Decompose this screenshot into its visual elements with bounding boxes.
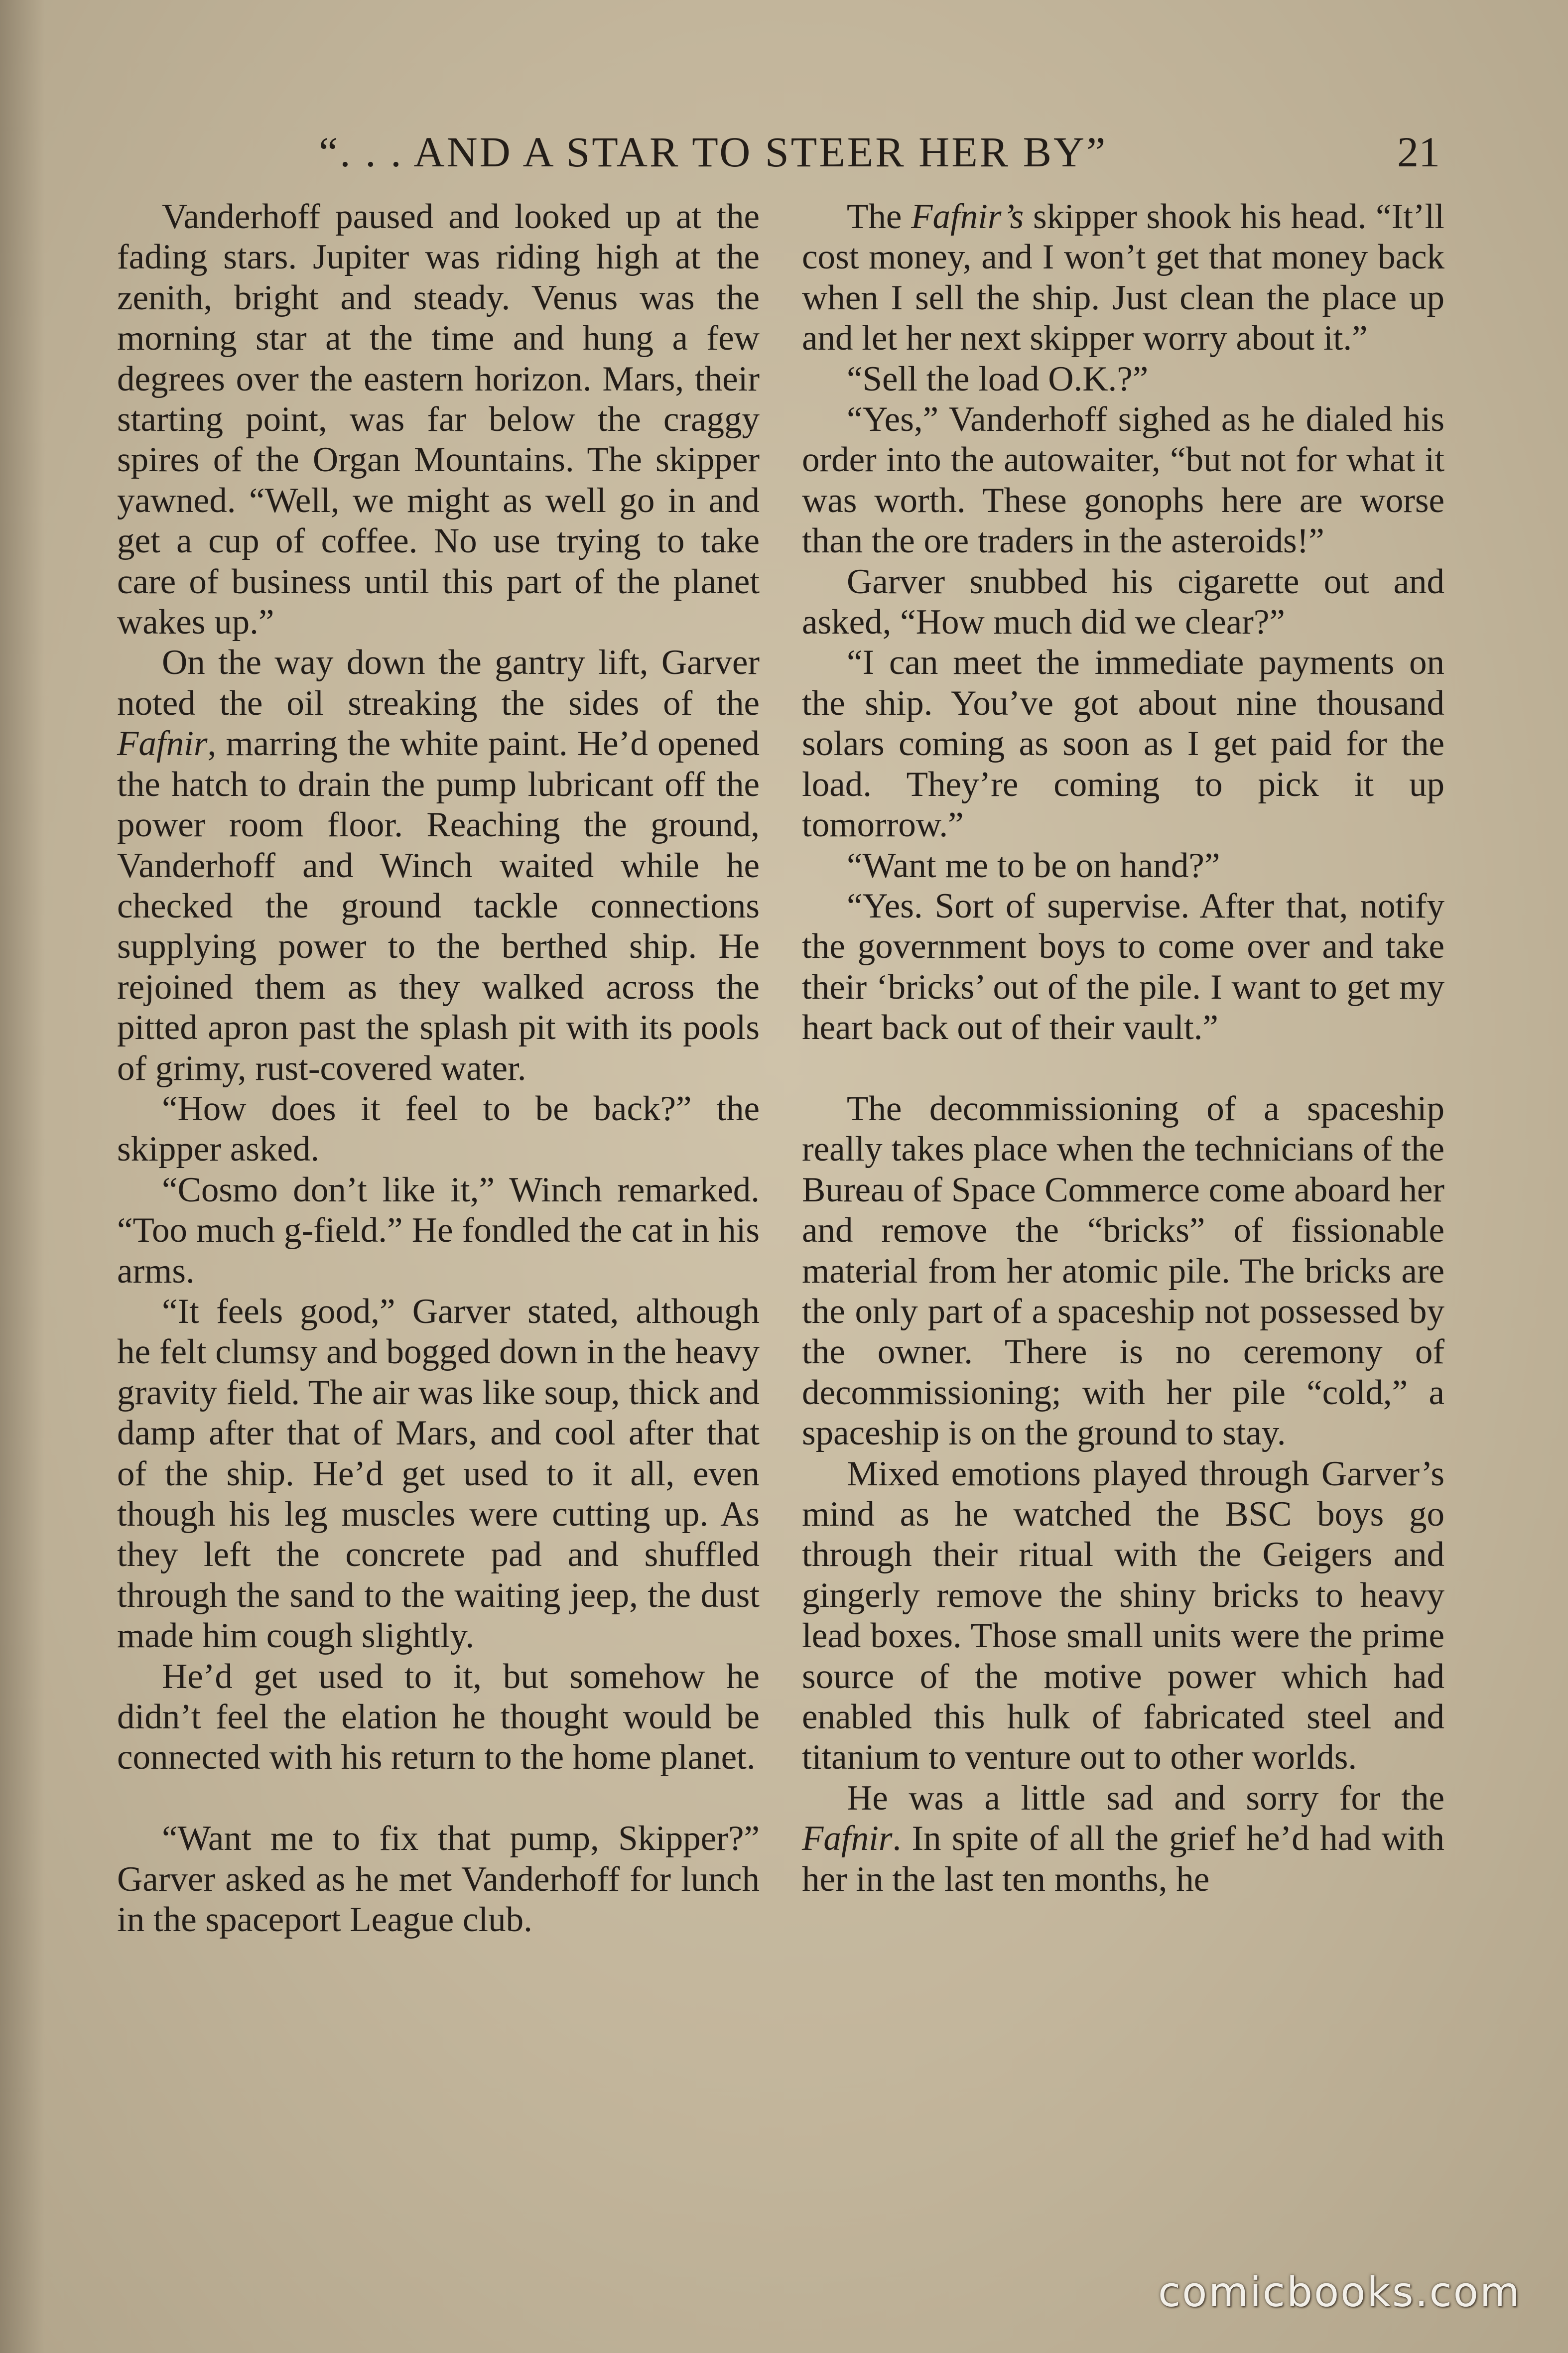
left-column [117,197,760,1940]
paragraph: “Cosmo don’t like it,” Winch remarked. “Too much g-field.” He fondled the cat in his arms. [117,1170,760,1291]
text-run: He was a little sad and sorry for the [847,1778,1444,1818]
paragraph: “Want me to be on hand?” [847,846,1220,885]
paragraph: The decommissioning of a spaceship really takes place when the technicians of the Bureau of Space Commerce come aboard her and remove the “bricks” of fissionable material from her atomic pile. The bricks are the only part of a spaceship not possessed by the owner. There is no ceremony of decommissioning; with her pile “cold,” a spaceship is on the ground to stay. [802,1089,1444,1453]
page-number: 21 [1397,128,1440,176]
spine-shadow [0,0,45,2353]
paragraph [802,1778,1444,1900]
paragraph [117,643,760,1088]
paragraph: He’d get used to it, but somehow he didn’t feel the elation he thought would be connected with his return to the home planet. [117,1657,760,1777]
paragraph: “Yes. Sort of supervise. After that, notify the government boys to come over and take their ‘bricks’ out of the pile. I want to get my heart back out of their vault.” [802,886,1444,1047]
text-run: The [847,197,912,236]
paragraph: “It feels good,” Garver stated, although he felt clumsy and bogged down in the heavy gravity field. The air was like soup, thick and damp after that of Mars, and cool after that of the ship. He’d get used to it all, even though his leg muscles were cutting up. As they left the concrete pad and shuffled through the sand to the waiting jeep, the dust made him cough slightly. [117,1292,760,1656]
paragraph: Mixed emotions played through Garver’s mind as he watched the BSC boys go through their ritual with the Geigers and gingerly remove the shiny bricks to heavy lead boxes. Those small units were the prime source of the motive power which had enabled this hulk of fabricated steel and titanium to venture out to other worlds. [802,1454,1444,1777]
paragraph: “Want me to fix that pump, Skipper?” Garver asked as he met Vanderhoff for lunch in the spaceport League club. [117,1819,760,1940]
text-run: . In spite of all the grief he’d had with her in the last ten months, he [802,1819,1444,1899]
paragraph: Vanderhoff paused and looked up at the fading stars. Jupiter was riding high at the zenith, bright and steady. Venus was the morning star at the time and hung a few degrees over the eastern horizon. Mars, their starting point, was far below the craggy spires of the Organ Mountains. The skipper yawned. “Well, we might as well go in and get a cup of coffee. No use trying to take care of business until this part of the planet wakes up.” [117,197,760,642]
paragraph: “Yes,” Vanderhoff sighed as he dialed his order into the autowaiter, “but not for what it was worth. These gonophs here are worse than the ore traders in the asteroids!” [802,400,1444,561]
paragraph [802,197,1444,359]
watermark: comicbooks.com [1158,2269,1521,2316]
ship-name: Fafnir [117,724,208,764]
text-run: On the way down the gantry lift, Garver noted the oil streaking the sides of the [117,643,760,723]
ship-name: Fafnir [802,1819,893,1858]
paragraph: “I can meet the immediate payments on the ship. You’ve got about nine thousand solars coming as soon as I get paid for the load. They’re coming to pick it up tomorrow.” [802,643,1444,845]
text-run: , marring the white paint. He’d opened the hatch to drain the pump lubricant off the power room floor. Reaching the ground, Vanderhoff and Winch waited while he checked the ground tackle connections supplying power to the berthed ship. He rejoined them as they walked across the pitted apron past the splash pit with its pools of grimy, rust-covered water. [117,724,760,1088]
text-run: skipper shook his head. “It’ll cost money, and I won’t get that money back when I sell the ship. Just clean the place up and let her next skipper worry about it.” [802,197,1444,358]
right-column [802,197,1444,1900]
paragraph: “Sell the load O.K.?” [847,359,1149,398]
ship-name: Fafnir’s [911,197,1024,236]
section-break [802,1048,1444,1089]
paragraph: Garver snubbed his cigarette out and asked, “How much did we clear?” [802,562,1444,642]
paragraph: “How does it feel to be back?” the skipper asked. [117,1089,760,1169]
running-title: “. . . AND A STAR TO STEER HER BY” [319,128,1108,176]
section-break [117,1778,760,1819]
